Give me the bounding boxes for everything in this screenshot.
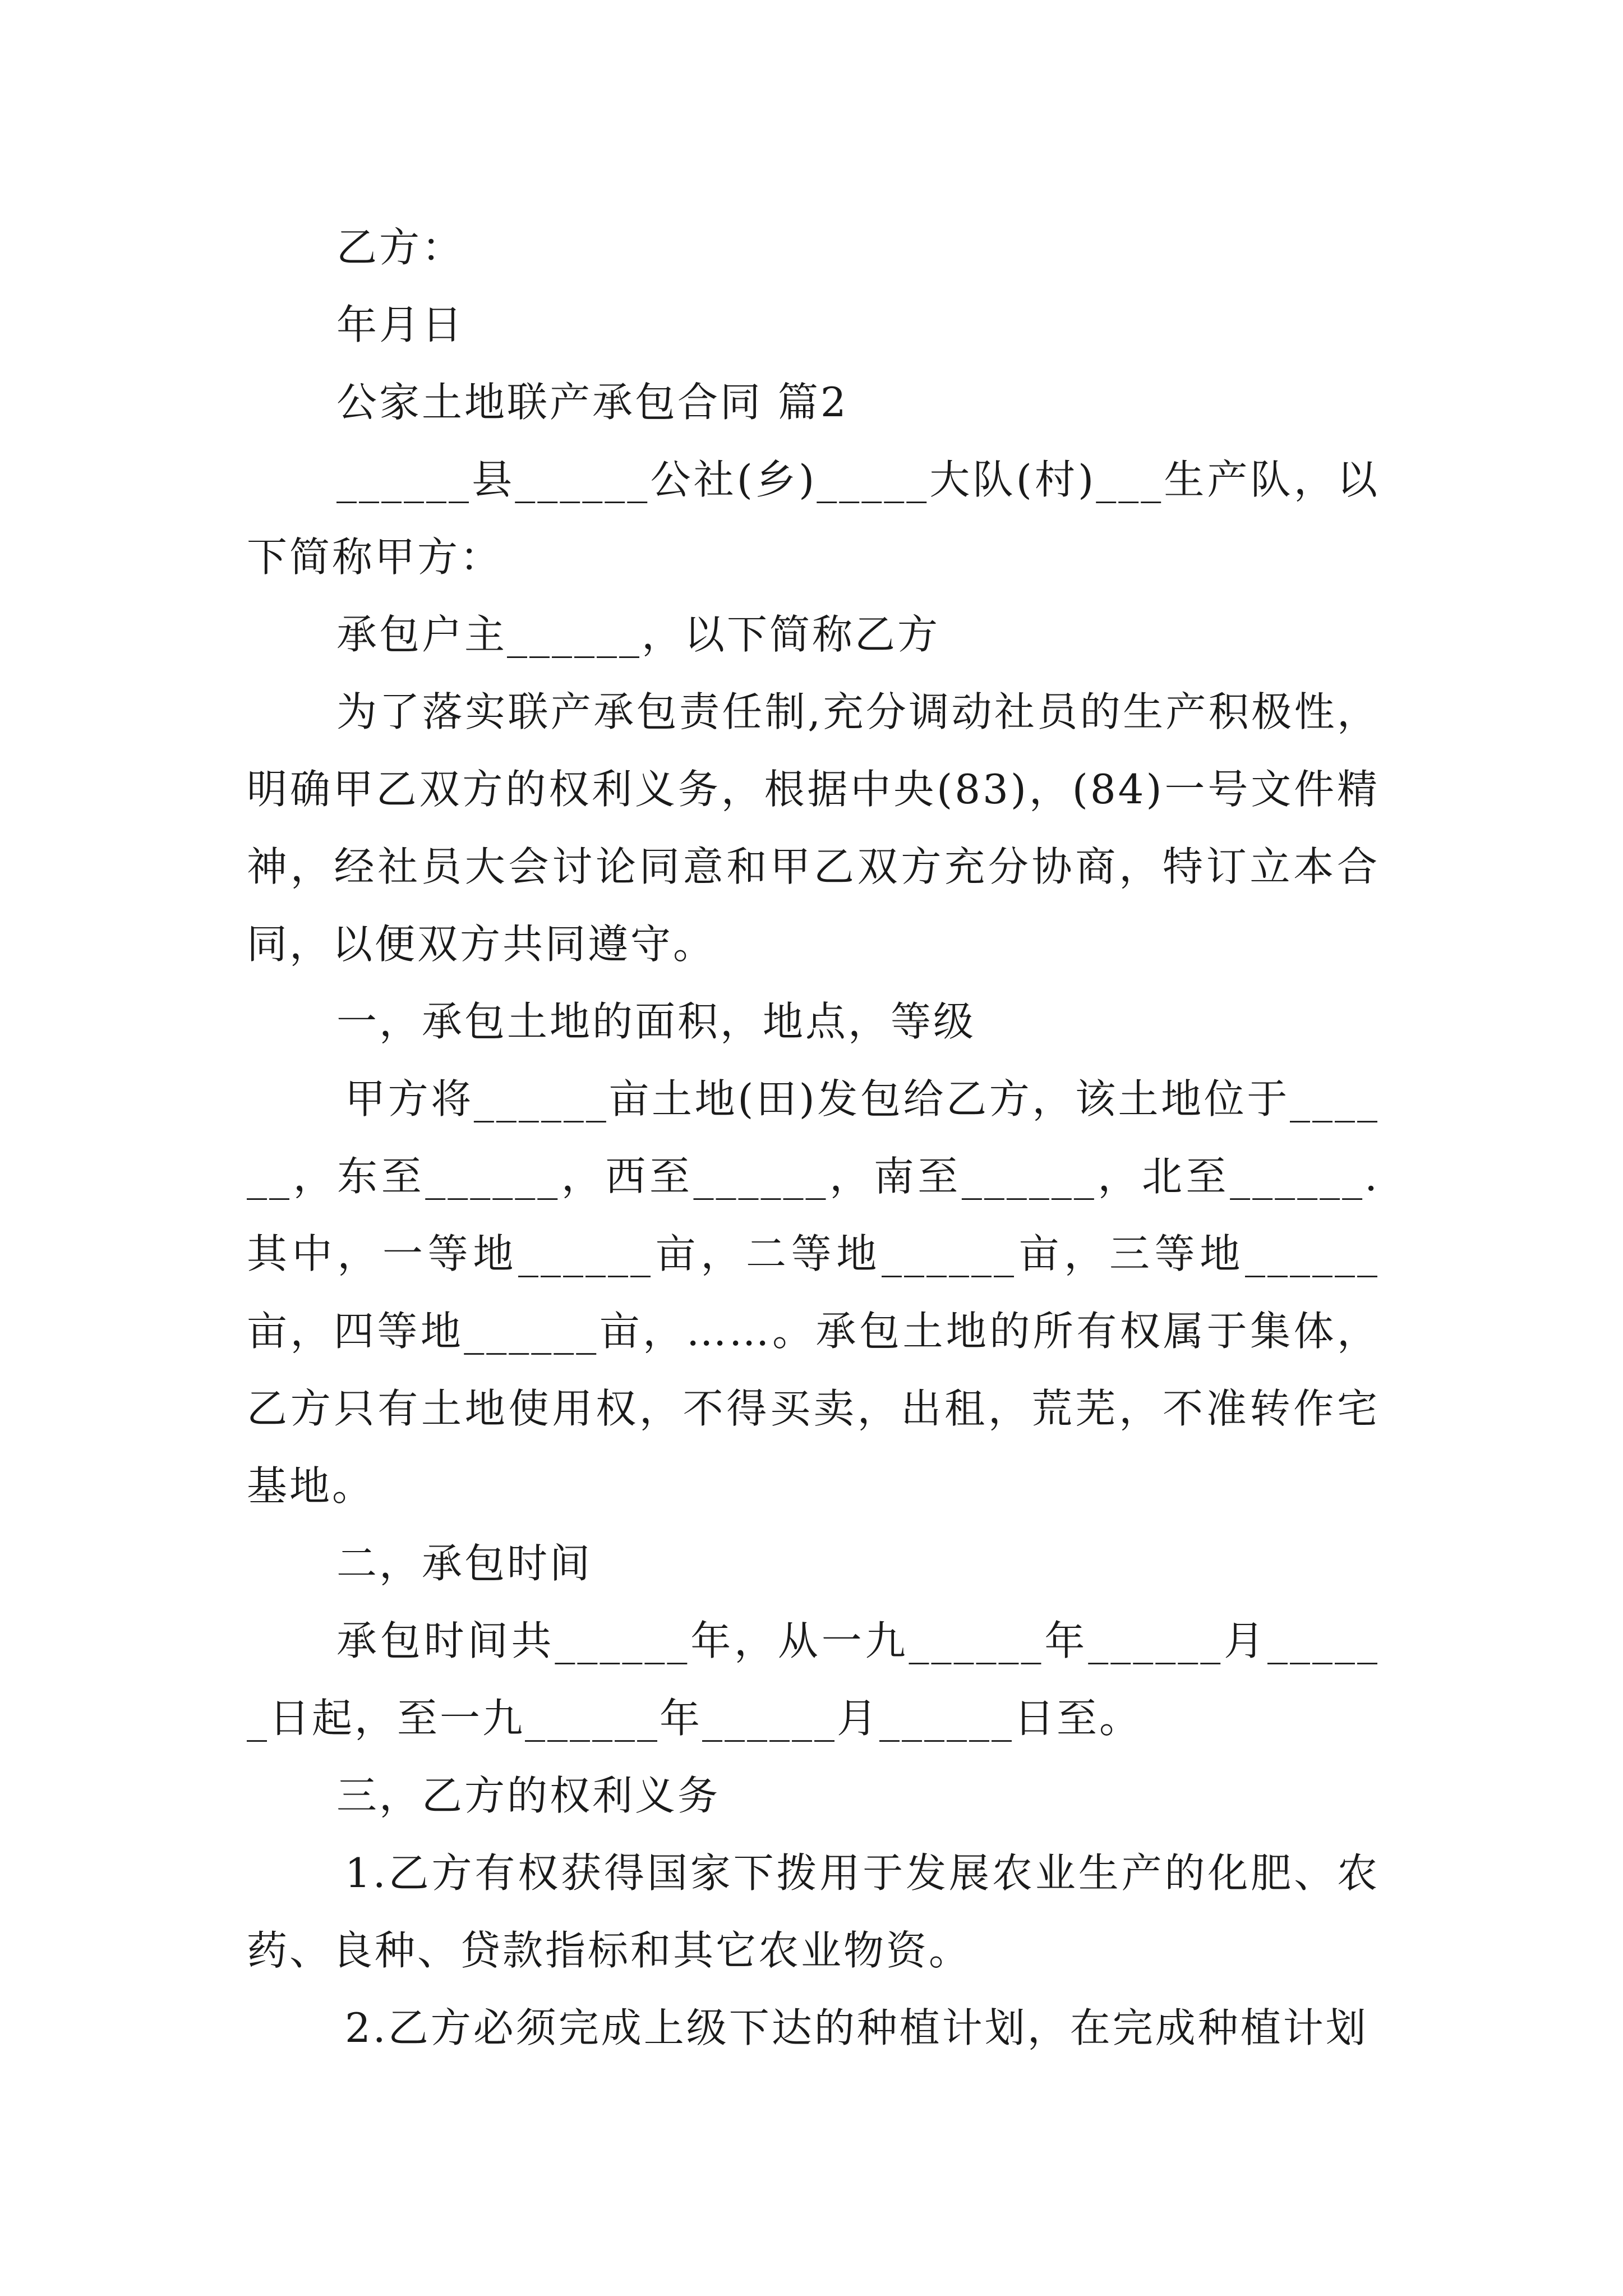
party-a-line: ______县______公社(乡)_____大队(村)___生产队，以下简称甲方： bbox=[247, 456, 1380, 581]
rights-item-2: 2.乙方必须完成上级下达的种植计划，在完成种植计划 bbox=[345, 2004, 1368, 2051]
party-b-signature-line: 乙方： bbox=[336, 224, 465, 271]
land-area-paragraph: 甲方将______亩土地(田)发包给乙方，该土地位于______，东至______，西至______，南至______，北至______.其中，一等地______亩，二等地______亩，三等地______亩，四等地______亩，……。承包土地的所有权属于集体，乙方只有土地使用权，不得买卖，出租，荒芜，不准转作宅基地。 bbox=[247, 1075, 1380, 1510]
section-heading-2: 二，承包时间 bbox=[336, 1540, 593, 1587]
rights-item-1: 1.乙方有权获得国家下拨用于发展农业生产的化肥、农药、良种、贷款指标和其它农业物资。 bbox=[247, 1849, 1380, 1974]
section-heading-3: 三，乙方的权利义务 bbox=[336, 1772, 721, 1819]
preamble-paragraph: 为了落实联产承包责任制,充分调动社员的生产积极性，明确甲乙双方的权利义务，根据中央(83)，(84)一号文件精神，经社员大会讨论同意和甲乙双方充分协商，特订立本合同，以便双方共同遵守。 bbox=[247, 688, 1380, 968]
document-body bbox=[247, 209, 1380, 2067]
section-heading-1: 一，承包土地的面积，地点，等级 bbox=[336, 998, 976, 1045]
date-line: 年月日 bbox=[336, 301, 465, 348]
party-b-line: 承包户主______，以下简称乙方 bbox=[336, 611, 940, 658]
contract-title: 公家土地联产承包合同 篇2 bbox=[336, 379, 849, 426]
term-paragraph: 承包时间共______年，从一九______年______月______日起，至一九______年______月______日至。 bbox=[247, 1617, 1380, 1742]
